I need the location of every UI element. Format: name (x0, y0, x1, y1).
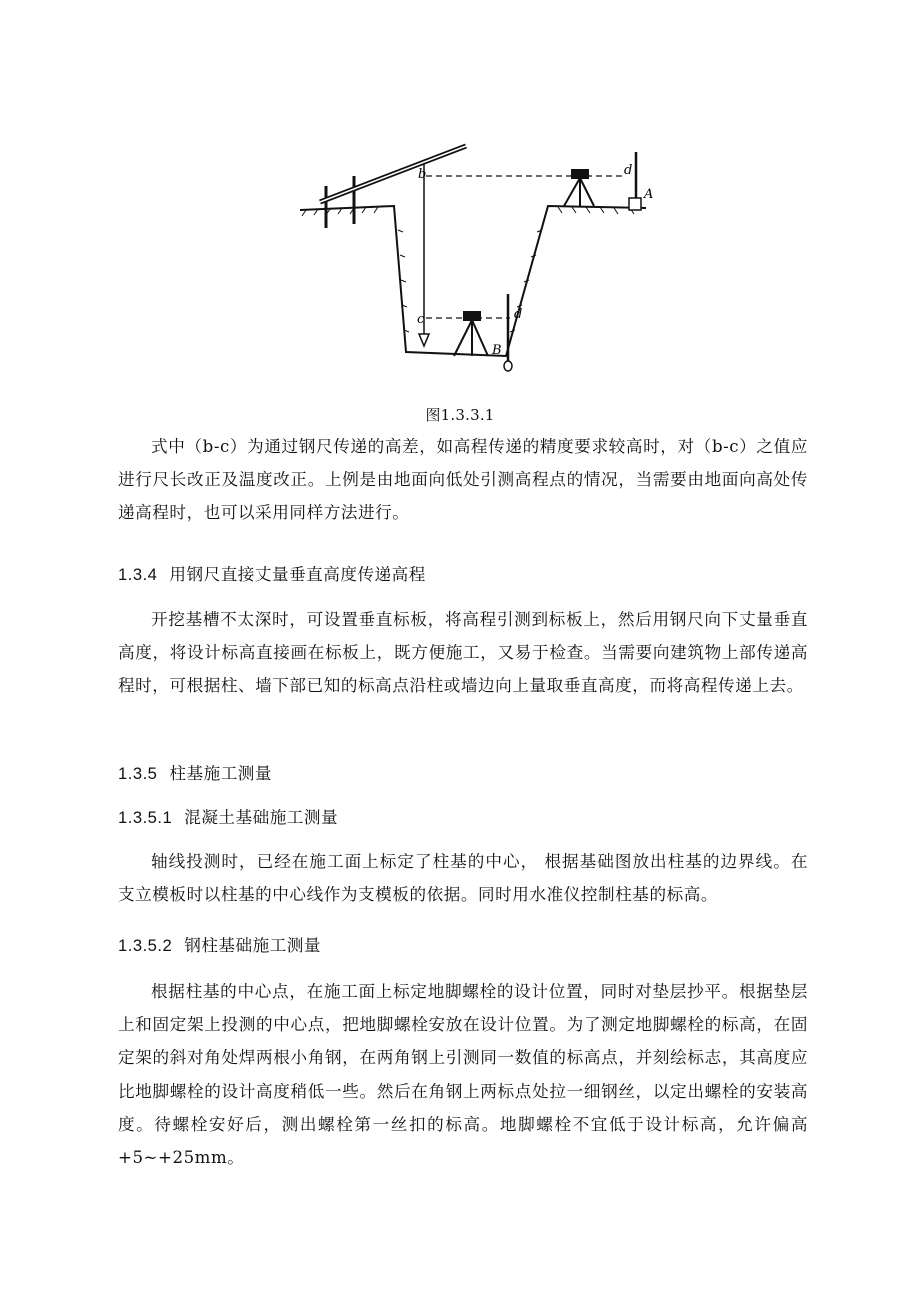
heading-title: 用钢尺直接丈量垂直高度传递高程 (169, 565, 426, 584)
paragraph-elevation-difference: 式中（b-c）为通过钢尺传递的高差，如高程传递的精度要求较高时，对（b-c）之值应进行尺长改正及温度改正。上例是由地面向低处引测高程点的情况，当需要由地面向高处传递高程时，也可以采用同样方法进行。 (118, 437, 808, 523)
label-d-upper: d (624, 163, 633, 178)
heading-number: 1.3.5.1 (118, 808, 173, 827)
heading-1-3-5 (118, 763, 808, 785)
paragraph-steel-column-foundation: 根据柱基的中心点，在施工面上标定地脚螺栓的设计位置，同时对垫层抄平。根据垫层上和固定架上投测的中心点，把地脚螺栓安放在设计位置。为了测定地脚螺栓的标高，在固定架的斜对角处焊两根小角钢，在两角钢上引测同一数值的标高点，并刻绘标志，其高度应比地脚螺栓的设计高度稍低一些。然后在角钢上两标点处拉一细钢丝，以定出螺栓的安装高度。待螺栓安好后，测出螺栓第一丝扣的标高。地脚螺栓不宜低于设计标高，允许偏高+5~+25mm。 (118, 982, 808, 1168)
heading-number: 1.3.4 (118, 565, 158, 584)
heading-title: 钢柱基础施工测量 (184, 936, 321, 955)
pit-diagram (296, 140, 676, 380)
heading-1-3-5-1 (118, 807, 808, 829)
plumb-weight (419, 334, 429, 346)
heading-number: 1.3.5.2 (118, 936, 173, 955)
heading-1-3-4 (118, 564, 808, 586)
figure-caption: 图1.3.3.1 (425, 406, 495, 424)
label-b-point: B (492, 343, 502, 358)
elevation-transfer-figure (296, 140, 676, 380)
heading-number: 1.3.5 (118, 764, 158, 783)
heading-title: 混凝土基础施工测量 (184, 808, 339, 827)
paragraph-vertical-measure: 开挖基槽不太深时，可设置垂直标板，将高程引测到标板上，然后用钢尺向下丈量垂直高度，将设计标高直接画在标板上，既方便施工，又易于检查。当需要向建筑物上部传递高程时，可根据柱、墙下部已知的标高点沿柱或墙边向上量取垂直高度，而将高程传递上去。 (118, 610, 808, 696)
paragraph-concrete-foundation: 轴线投测时，已经在施工面上标定了柱基的中心， 根据基础图放出柱基的边界线。在支立模板时以柱基的中心线作为支模板的依据。同时用水准仪控制柱基的标高。 (118, 852, 808, 905)
benchmark-a (629, 198, 641, 210)
point-b-marker (504, 361, 512, 371)
heading-1-3-5-2 (118, 935, 808, 957)
label-c: c (417, 312, 425, 327)
heading-title: 柱基施工测量 (169, 764, 272, 783)
label-b: b (418, 167, 427, 182)
label-a: A (644, 187, 654, 202)
label-d-lower: d (514, 307, 523, 322)
